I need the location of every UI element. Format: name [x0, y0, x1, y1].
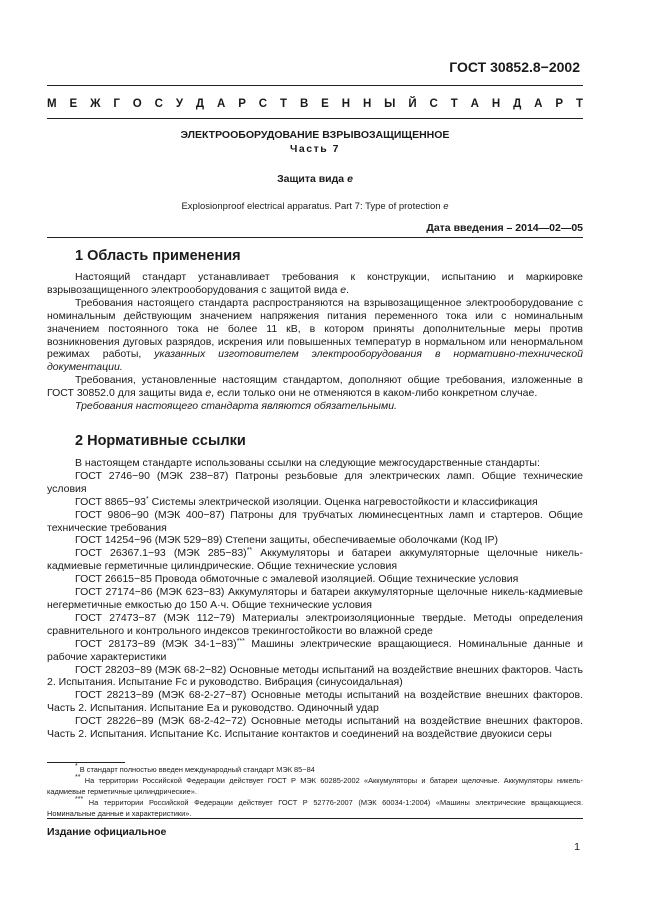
official-edition-label: Издание официальное: [47, 826, 167, 838]
section-1-heading: 1 Область применения: [75, 248, 241, 264]
reference-item: ГОСТ 28203−89 (МЭК 68-2−82) Основные методы испытаний на воздействие внешних факторов. Часть 2. Испытания. Испытание Fc и руководство. Вибрация (синусоидальная): [47, 663, 583, 689]
reference-item: ГОСТ 14254−96 (МЭК 529−89) Степени защиты, обеспечиваемые оболочками (Код IP): [75, 534, 499, 547]
footer-rule: [47, 818, 583, 819]
standard-title: ЭЛЕКТРООБОРУДОВАНИЕ ВЗРЫВОЗАЩИЩЕННОЕ: [180, 129, 450, 141]
reference-item: ГОСТ 26367.1−93 (МЭК 285−83)** Аккумуляторы и батареи аккумуляторные щелочные никель-кадмиевые герметичные цилиндрические. Общие технические условия: [47, 547, 583, 573]
reference-item: ГОСТ 26615−85 Провода обмоточные с эмалевой изоляцией. Общие технические условия: [75, 573, 519, 586]
page-number: 1: [574, 841, 580, 853]
section-1-body: [47, 271, 583, 413]
footnote: ** На территории Российской Федерации действует ГОСТ Р МЭК 60285-2002 «Аккумуляторы и батареи щелочные. Аккумуляторы никель-кадмиевые герметичные цилиндрические».: [47, 774, 583, 796]
standard-part: Часть 7: [290, 143, 340, 155]
footnote: *** На территории Российской Федерации действует ГОСТ Р 52776-2007 (МЭК 60034-1:2004) «Машины электрические вращающиеся. Номинальные данные и характеристики».: [47, 796, 583, 818]
reference-item: ГОСТ 28226−89 (МЭК 68-2-42−72) Основные методы испытаний на воздействие внешних факторов. Часть 2. Испытания. Испытание Kc. Испытание контактов и соединений на воздействие двуокиси серы: [47, 715, 583, 741]
reference-item: ГОСТ 27473−87 (МЭК 112−79) Материалы электроизоляционные твердые. Методы определения сравнительного и контрольного индексов трекингостойкости во влажной среде: [47, 611, 583, 637]
footnotes: [47, 764, 583, 819]
date-rule: [47, 237, 583, 238]
section-2-heading: 2 Нормативные ссылки: [75, 433, 246, 449]
standard-subtitle: Защита вида e: [277, 173, 353, 185]
reference-item: ГОСТ 9806−90 (МЭК 400−87) Патроны для трубчатых люминесцентных ламп и стартеров. Общие технические требования: [47, 508, 583, 534]
paragraph: Требования настоящего стандарта распространяются на взрывозащищенное электрооборудование с номинальным действующим значением напряжения питания переменного тока или с номинальным значением постоянного тока не более 11 кВ, в котором приняты дополнительные меры против возникновения дуговых разрядов, искрения или повышенных температур в нормальном или ненормальном режимах работы, указанных изготовителем электрооборудования в нормативно-технической документации.: [47, 296, 583, 374]
reference-item: ГОСТ 8865−93* Системы электрической изоляции. Оценка нагревостойкости и классификация: [75, 495, 538, 508]
document-number: ГОСТ 30852.8−2002: [449, 59, 580, 75]
paragraph: Настоящий стандарт устанавливает требования к конструкции, испытанию и маркировке взрывозащищенного электрооборудования с защитой вида e.: [47, 271, 583, 296]
reference-item: ГОСТ 28213−89 (МЭК 68-2-27−87) Основные методы испытаний на воздействие внешних факторов. Часть 2. Испытания. Испытание Ea и руководство. Одиночный удар: [47, 689, 583, 715]
reference-item: ГОСТ 28173−89 (МЭК 34-1−83)*** Машины электрические вращающиеся. Номинальные данные и рабочие характеристики: [47, 637, 583, 663]
section-2-body: [47, 457, 583, 741]
top-rule: [47, 85, 583, 86]
reference-item: ГОСТ 27174−86 (МЭК 623−83) Аккумуляторы и батареи аккумуляторные щелочные никель-кадмиевые негерметичные емкостью до 150 А·ч. Общие технические условия: [47, 586, 583, 611]
introduction-date: Дата введения – 2014—02—05: [426, 222, 583, 234]
paragraph: Требования настоящего стандарта являются обязательными.: [75, 400, 397, 413]
interstate-standard-label: М Е Ж Г О С У Д А Р С Т В Е Н Н Ы Й С Т А Н Д А Р Т: [47, 98, 583, 110]
english-title: Explosionproof electrical apparatus. Part 7: Type of protection e: [181, 201, 449, 212]
footnote: * В стандарт полностью введен международный стандарт МЭК 85−84: [75, 763, 315, 774]
footnote-rule: [47, 762, 125, 763]
paragraph: В настоящем стандарте использованы ссылки на следующие межгосударственные стандарты:: [75, 457, 540, 469]
reference-item: ГОСТ 2746−90 (МЭК 238−87) Патроны резьбовые для электрических ламп. Общие технические условия: [47, 469, 583, 495]
title-rule: [47, 118, 583, 119]
paragraph: Требования, установленные настоящим стандартом, дополняют общие требования, изложенные в ГОСТ 30852.0 для защиты вида e, если только они не отменяются в каком-либо конкретном случае.: [47, 374, 583, 400]
